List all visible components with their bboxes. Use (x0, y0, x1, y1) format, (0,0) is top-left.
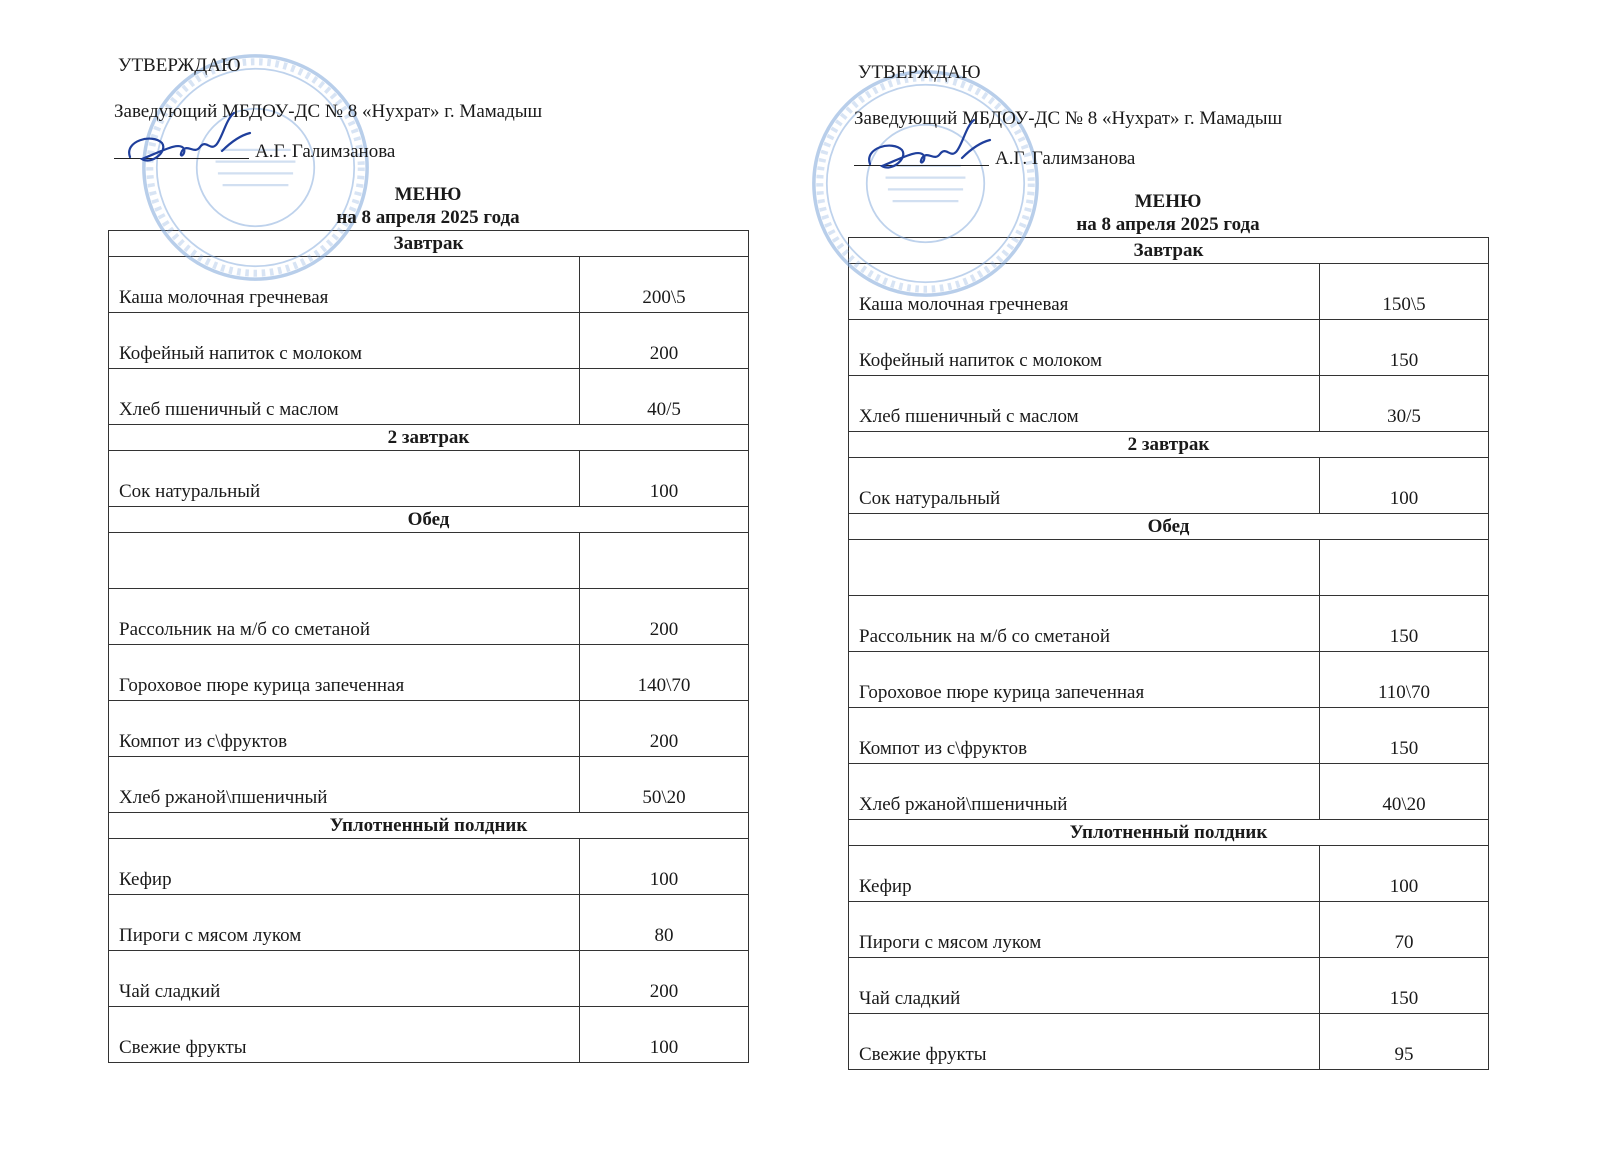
meal-section-title: Завтрак (109, 231, 749, 257)
approve-word: УТВЕРЖДАЮ (858, 62, 981, 83)
dish-portion: 80 (580, 895, 749, 951)
menu-date: на 8 апреля 2025 года (336, 207, 520, 228)
meal-section-title: Уплотненный полдник (849, 820, 1489, 846)
dish-portion: 140\70 (580, 645, 749, 701)
dish-portion: 30/5 (1320, 376, 1489, 432)
dish-row (109, 895, 749, 951)
dish-row (109, 257, 749, 313)
dish-name: Пироги с мясом луком (849, 902, 1320, 958)
menu-document-left (108, 55, 748, 1063)
dish-name: Хлеб ржаной\пшеничный (109, 757, 580, 813)
dish-name: Сок натуральный (849, 458, 1320, 514)
dish-portion (1320, 540, 1489, 596)
dish-name: Рассольник на м/б со сметаной (109, 589, 580, 645)
dish-portion: 200 (580, 701, 749, 757)
meal-section-title: 2 завтрак (109, 425, 749, 451)
dish-name: Хлеб пшеничный с маслом (109, 369, 580, 425)
menu-document-right (848, 62, 1490, 1070)
dish-portion: 200 (580, 589, 749, 645)
dish-row (849, 846, 1489, 902)
dish-name: Рассольник на м/б со сметаной (849, 596, 1320, 652)
dish-row (849, 264, 1489, 320)
meal-section-title: Уплотненный полдник (109, 813, 749, 839)
meal-section-title: 2 завтрак (849, 432, 1489, 458)
meal-section-title: Обед (109, 507, 749, 533)
menu-table (108, 230, 749, 1063)
dish-name: Чай сладкий (849, 958, 1320, 1014)
dish-row (849, 1014, 1489, 1070)
dish-portion: 40\20 (1320, 764, 1489, 820)
menu-title-block (108, 183, 748, 229)
dish-portion: 100 (1320, 846, 1489, 902)
dish-row (109, 1007, 749, 1063)
dish-name: Кофейный напиток с молоком (849, 320, 1320, 376)
meal-section-row (849, 514, 1489, 540)
dish-row (849, 652, 1489, 708)
dish-row (849, 902, 1489, 958)
dish-row (849, 376, 1489, 432)
meal-section-title: Обед (849, 514, 1489, 540)
meal-section-row (849, 820, 1489, 846)
approver-name: А.Г. Галимзанова (255, 141, 396, 162)
meal-section-row (849, 238, 1489, 264)
dish-row (849, 958, 1489, 1014)
dish-name (849, 540, 1320, 596)
meal-section-row (109, 813, 749, 839)
menu-date: на 8 апреля 2025 года (1076, 214, 1260, 235)
dish-portion: 150 (1320, 596, 1489, 652)
dish-row (849, 320, 1489, 376)
menu-title-block (848, 190, 1488, 236)
dish-portion: 150\5 (1320, 264, 1489, 320)
dish-name: Чай сладкий (109, 951, 580, 1007)
dish-name: Гороховое пюре курица запеченная (109, 645, 580, 701)
approval-block (108, 55, 748, 230)
approver-name: А.Г. Галимзанова (995, 148, 1136, 169)
dish-name: Компот из с\фруктов (109, 701, 580, 757)
dish-name: Хлеб пшеничный с маслом (849, 376, 1320, 432)
menu-title: МЕНЮ (394, 184, 462, 205)
dish-name: Каша молочная гречневая (849, 264, 1320, 320)
dish-portion: 150 (1320, 320, 1489, 376)
signature-line (114, 158, 249, 159)
dish-portion: 50\20 (580, 757, 749, 813)
dish-portion: 100 (1320, 458, 1489, 514)
dish-row (109, 369, 749, 425)
approver-position: Заведующий МБДОУ-ДС № 8 «Нухрат» г. Мамадыш (114, 101, 543, 122)
dish-name: Свежие фрукты (849, 1014, 1320, 1070)
dish-portion: 110\70 (1320, 652, 1489, 708)
approver-position: Заведующий МБДОУ-ДС № 8 «Нухрат» г. Мамадыш (854, 108, 1283, 129)
dish-portion: 95 (1320, 1014, 1489, 1070)
meal-section-row (849, 432, 1489, 458)
menu-table (848, 237, 1489, 1070)
dish-row (109, 839, 749, 895)
dish-name: Кефир (109, 839, 580, 895)
dish-portion: 200 (580, 313, 749, 369)
dish-row (109, 757, 749, 813)
dish-row (109, 451, 749, 507)
dish-name: Сок натуральный (109, 451, 580, 507)
dish-portion: 150 (1320, 958, 1489, 1014)
dish-name (109, 533, 580, 589)
dish-row (849, 596, 1489, 652)
dish-portion: 200\5 (580, 257, 749, 313)
dish-row (849, 458, 1489, 514)
dish-name: Кофейный напиток с молоком (109, 313, 580, 369)
dish-portion: 200 (580, 951, 749, 1007)
dish-name: Пироги с мясом луком (109, 895, 580, 951)
approval-block (848, 62, 1490, 237)
dish-row (109, 313, 749, 369)
dish-row (109, 951, 749, 1007)
dish-name: Каша молочная гречневая (109, 257, 580, 313)
dish-name: Хлеб ржаной\пшеничный (849, 764, 1320, 820)
dish-portion (580, 533, 749, 589)
dish-portion: 100 (580, 451, 749, 507)
dish-row (109, 533, 749, 589)
dish-name: Гороховое пюре курица запеченная (849, 652, 1320, 708)
meal-section-row (109, 231, 749, 257)
dish-name: Свежие фрукты (109, 1007, 580, 1063)
dish-row (849, 540, 1489, 596)
dish-name: Компот из с\фруктов (849, 708, 1320, 764)
dish-row (109, 645, 749, 701)
meal-section-row (109, 425, 749, 451)
dish-row (109, 701, 749, 757)
meal-section-row (109, 507, 749, 533)
menu-title: МЕНЮ (1134, 191, 1202, 212)
dish-name: Кефир (849, 846, 1320, 902)
dish-row (849, 708, 1489, 764)
approve-word: УТВЕРЖДАЮ (118, 55, 241, 76)
meal-section-title: Завтрак (849, 238, 1489, 264)
signature-line (854, 165, 989, 166)
dish-row (849, 764, 1489, 820)
dish-portion: 100 (580, 1007, 749, 1063)
dish-portion: 70 (1320, 902, 1489, 958)
dish-portion: 150 (1320, 708, 1489, 764)
dish-portion: 100 (580, 839, 749, 895)
dish-row (109, 589, 749, 645)
dish-portion: 40/5 (580, 369, 749, 425)
